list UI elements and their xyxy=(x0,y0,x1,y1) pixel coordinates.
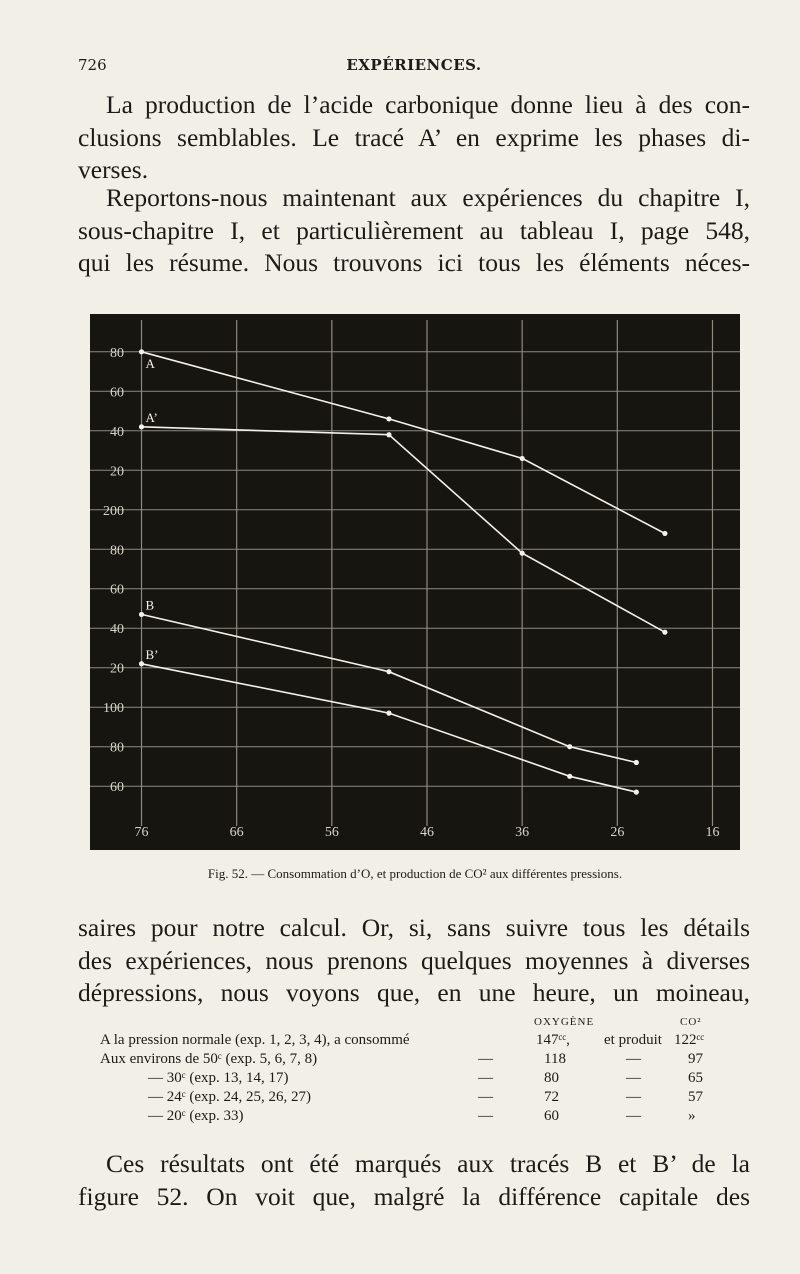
text-line: sous-chapitre I, et particulièrement au tableau I, page 548, xyxy=(78,215,750,245)
paragraph-2 xyxy=(78,182,750,280)
table-cell-oxygen: 147ᶜᶜ, xyxy=(536,1032,570,1048)
y-tick-label: 40 xyxy=(110,424,124,440)
data-point xyxy=(662,531,667,536)
series-line xyxy=(142,614,637,762)
page-number: 726 xyxy=(78,56,107,74)
table-cell-label: — 20ᶜ (exp. 33) xyxy=(148,1108,244,1124)
table-cell-label: — 24ᶜ (exp. 24, 25, 26, 27) xyxy=(148,1089,311,1105)
text-line: des expériences, nous prenons quelques moyennes à diverses xyxy=(78,945,750,975)
y-tick-label: 80 xyxy=(110,345,124,361)
results-table xyxy=(78,1016,750,1136)
paragraph-3 xyxy=(78,912,750,1010)
table-cell-dash2: — xyxy=(626,1108,641,1124)
table-cell-co2: 57 xyxy=(688,1089,703,1105)
table-cell-co2: 65 xyxy=(688,1070,703,1086)
data-point xyxy=(386,711,391,716)
series-line xyxy=(142,352,665,534)
table-cell-oxygen: 60 xyxy=(544,1108,559,1124)
y-tick-label: 80 xyxy=(110,740,124,756)
table-cell-oxygen: 80 xyxy=(544,1070,559,1086)
table-cell-dash1: — xyxy=(478,1070,493,1086)
data-point xyxy=(139,612,144,617)
figure-caption: Fig. 52. — Consommation d’O, et production de CO² aux différentes pressions. xyxy=(207,866,623,881)
series-label: B xyxy=(145,597,155,613)
figure-52 xyxy=(90,314,740,850)
table-cell-dash2: — xyxy=(626,1051,641,1067)
series-label: A xyxy=(145,355,155,371)
y-tick-label: 40 xyxy=(110,622,124,638)
data-point xyxy=(139,349,144,354)
y-tick-label: 20 xyxy=(110,661,124,677)
paragraph-1 xyxy=(78,89,750,187)
running-title: EXPÉRIENCES. xyxy=(346,56,482,74)
table-cell-dash2: — xyxy=(626,1089,641,1105)
page-header xyxy=(78,56,750,80)
y-tick-label: 80 xyxy=(110,543,124,559)
text-line: qui les résume. Nous trouvons ici tous les éléments néces- xyxy=(78,248,750,278)
column-header-oxygen: OXYGÈNE xyxy=(534,1016,595,1028)
y-tick-label: 60 xyxy=(110,385,124,401)
series-line xyxy=(142,664,637,792)
column-header-co2: CO² xyxy=(680,1016,702,1028)
series-label: A’ xyxy=(145,409,158,425)
y-tick-label: 200 xyxy=(103,503,124,519)
y-tick-label: 60 xyxy=(110,582,124,598)
data-point xyxy=(386,416,391,421)
table-cell-label: — 30ᶜ (exp. 13, 14, 17) xyxy=(148,1070,289,1086)
paragraph-4 xyxy=(78,1148,750,1213)
text-line: Ces résultats ont été marqués aux tracés B et B’ de la xyxy=(106,1149,750,1178)
x-tick-label: 66 xyxy=(229,825,244,840)
text-line: dépressions, nous voyons que, en une heure, un moineau, xyxy=(78,978,750,1008)
data-point xyxy=(520,456,525,461)
text-line: La production de l’acide carbonique donne lieu à des con- xyxy=(106,90,750,119)
data-point xyxy=(386,432,391,437)
table-cell-dash1: — xyxy=(478,1108,493,1124)
data-point xyxy=(567,774,572,779)
y-tick-label: 60 xyxy=(110,780,124,796)
table-cell-dash2: — xyxy=(626,1070,641,1086)
table-cell-label: Aux environs de 50ᶜ (exp. 5, 6, 7, 8) xyxy=(100,1051,318,1067)
data-point xyxy=(567,744,572,749)
series-label: B’ xyxy=(145,646,159,662)
x-tick-label: 26 xyxy=(610,825,625,840)
text-line: verses. xyxy=(78,155,149,185)
x-tick-label: 46 xyxy=(420,825,434,840)
data-point xyxy=(634,790,639,795)
table-cell-co2: 122ᶜᶜ xyxy=(674,1032,705,1048)
data-point xyxy=(662,630,667,635)
text-line: clusions semblables. Le tracé A’ en exprime les phases di- xyxy=(78,122,750,152)
table-cell-co2: » xyxy=(688,1108,696,1124)
data-point xyxy=(634,760,639,765)
x-tick-label: 16 xyxy=(705,825,720,840)
text-line: saires pour notre calcul. Or, si, sans suivre tous les détails xyxy=(78,913,750,942)
table-cell-co2: 97 xyxy=(688,1051,703,1067)
data-point xyxy=(139,424,144,429)
data-point xyxy=(386,669,391,674)
table-cell-dash1: — xyxy=(478,1051,493,1067)
y-tick-label: 100 xyxy=(103,701,124,717)
table-cell-oxygen: 72 xyxy=(544,1089,559,1105)
line-chart xyxy=(90,314,740,850)
x-tick-label: 76 xyxy=(134,825,149,840)
table-cell-label: A la pression normale (exp. 1, 2, 3, 4), a consommé xyxy=(100,1032,410,1048)
x-tick-label: 56 xyxy=(324,825,339,840)
table-cell-oxygen: 118 xyxy=(544,1051,566,1067)
data-point xyxy=(520,551,525,556)
text-line: figure 52. On voit que, malgré la différence capitale des xyxy=(78,1181,750,1211)
y-tick-label: 20 xyxy=(110,464,124,480)
table-cell-dash1: — xyxy=(478,1089,493,1105)
x-tick-label: 36 xyxy=(515,825,530,840)
table-cell-mid: et produit xyxy=(604,1032,662,1048)
series-line xyxy=(142,427,665,632)
text-line: Reportons-nous maintenant aux expériences du chapitre I, xyxy=(106,183,750,212)
data-point xyxy=(139,661,144,666)
